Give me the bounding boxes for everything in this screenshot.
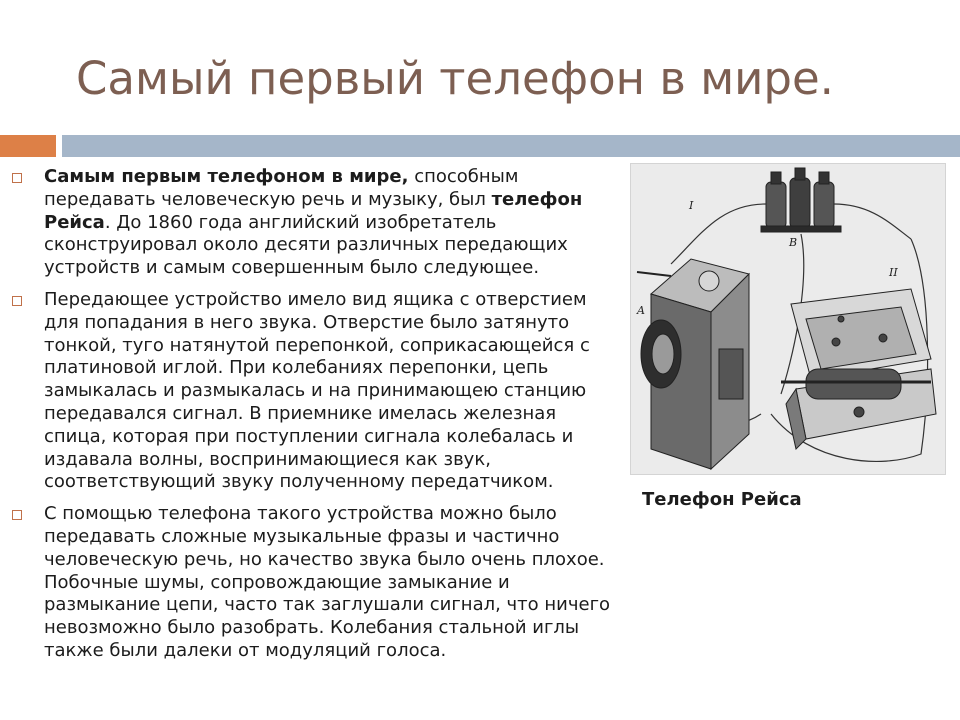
slide-title: Самый первый телефон в мире. [76, 52, 834, 105]
square-bullet-icon [12, 510, 22, 520]
reis-telephone-illustration [630, 163, 946, 475]
battery-drawing [761, 168, 841, 232]
reis-telephone-drawing [631, 164, 945, 474]
square-bullet-icon [12, 173, 22, 183]
label-battery: B [789, 236, 798, 249]
bullet-text: С помощью телефона такого устройства можно было передавать сложные музыкальные фразы и частично человеческую речь, но качество звука было очень плохое. Побочные шумы, сопровождающие замыкание и размыкание цепи, часто так заглушали сигнал, что ничего невозможно было разобрать. Колебания стальной иглы также были далеки от модуляций голоса. [44, 503, 611, 661]
square-bullet-icon [12, 296, 22, 306]
bullet-text: способным передавать человеческую речь и музыку, был [44, 166, 519, 210]
label-mouthpiece: A [637, 304, 645, 317]
bullet-item-quality [10, 503, 622, 663]
label-receiver: II [889, 266, 898, 279]
image-caption: Телефон Рейса [642, 489, 802, 510]
bullet-bold-lead: Самым первым телефоном в мире, [44, 166, 409, 187]
bullet-text: Передающее устройство имело вид ящика с отверстием для попадания в него звука. Отверстие было затянуто тонкой, туго натянутой перепонкой, соприкасающейся с платиновой иглой. При колебаниях перепонки, цепь замыкалась и размыкалась и на принимающею станцию передавался сигнал. В приемнике имелась железная спица, которая при поступлении сигнала колебалась и издавала волны, воспринимающиеся как звук, соответствующий звуку полученному передатчиком. [44, 288, 590, 493]
bullet-bold-term: телефон Рейса [44, 188, 583, 233]
bullet-list [10, 166, 622, 672]
bullet-item-intro [10, 166, 622, 280]
bullet-text: . До 1860 года английский изобретатель сконструировал около десяти различных передающих устройств и самым совершенным было следующее. [44, 211, 568, 279]
accent-bar-blue [62, 135, 960, 157]
bullet-item-transmitter [10, 289, 622, 494]
accent-bar-orange [0, 135, 56, 157]
label-transmitter: I [689, 199, 694, 212]
